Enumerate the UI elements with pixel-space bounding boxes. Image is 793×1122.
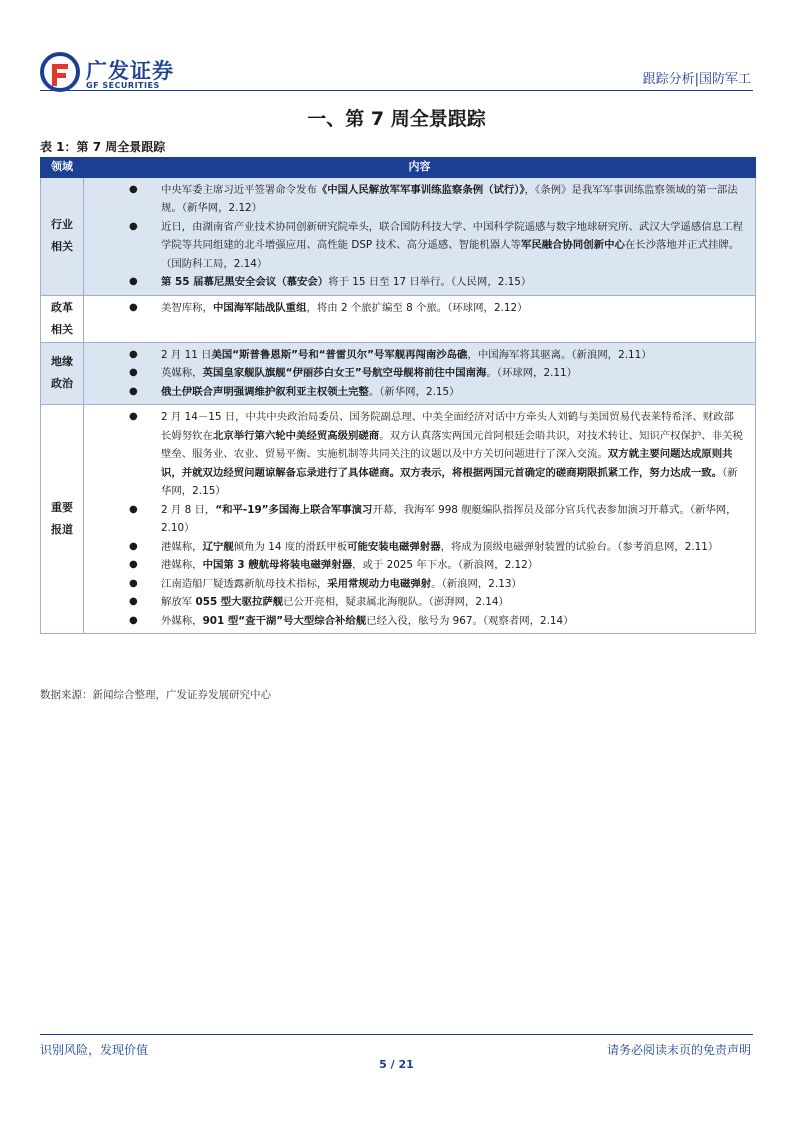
list-item (85, 181, 744, 218)
highlight-text: 美国“斯普鲁恩斯”号和“普雷贝尔”号军舰再闯南沙岛礁 (211, 348, 468, 361)
bullet-icon: ● (129, 559, 138, 570)
news-list (85, 297, 754, 320)
report-category: 跟踪分析|国防军工 (642, 72, 751, 87)
body-text: （新华网，2.15） (161, 466, 738, 497)
list-item (85, 575, 744, 594)
highlight-text: 采用常规动力电磁弹射 (327, 577, 432, 590)
logo-text-en: GF SECURITIES (86, 81, 160, 90)
highlight-text: 中国第 3 艘航母将装电磁弹射器 (202, 559, 353, 571)
bullet-icon: ● (129, 411, 138, 422)
body-text: ，将成为顶级电磁弹射装置的试验台。（参考消息网，2.11） (440, 540, 719, 553)
body-text: 2 月 14－15 日，中共中央政治局委员、国务院副总理、中美全面经济对话中方牵头人刘鹤与美国贸易代表莱特希泽、财政部长姆努钦在 (161, 411, 734, 442)
highlight-text: “和平-19”多国海上联合军事演习 (215, 503, 373, 516)
bullet-icon: ● (129, 276, 138, 287)
bullet-icon: ● (129, 183, 138, 195)
body-text: ，或于 2025 年下水。（新浪网，2.12） (352, 559, 539, 571)
bullet-icon: ● (129, 596, 138, 607)
header-divider (40, 90, 753, 91)
content-cell (84, 405, 756, 634)
logo-text-cn: 广发证券 (86, 59, 174, 83)
footer-disclaimer: 请务必阅读末页的免责声明 (606, 1043, 751, 1057)
highlight-text: 俄土伊联合声明强调维护叙利亚主权领土完整 (161, 385, 369, 398)
domain-cell (41, 295, 84, 342)
news-list (85, 406, 754, 632)
table-row (41, 177, 756, 295)
highlight-text: 第 55 届慕尼黑安全会议（慕安会） (161, 276, 329, 288)
list-item (85, 364, 744, 383)
bullet-icon: ● (129, 577, 138, 589)
footer-divider (40, 1034, 753, 1035)
bullet-icon: ● (129, 503, 138, 515)
highlight-text: 军民融合协同创新中心 (520, 239, 625, 251)
body-text: 江南造船厂疑透露新航母技术指标， (161, 577, 328, 590)
table-row (41, 295, 756, 342)
body-text: 解放军 (161, 596, 196, 608)
body-text: 。双方认真落实两国元首阿根廷会晤共识，对技术转让、知识产权保护、非关税壁垒、服务业、农业、贸易平衡、实施机制等共同关注的议题以及中方关切问题进行了深入交流。 (161, 429, 743, 460)
source-note: 数据来源：新闻综合整理，广发证券发展研究中心 (40, 689, 271, 701)
highlight-text: 英国皇家舰队旗舰“伊丽莎白女王”号航空母舰将前往中国南海 (202, 367, 487, 379)
list-item (85, 273, 744, 292)
highlight-text: 双方就主要问题达成原则共识，并就双边经贸问题谅解备忘录进行了具体磋商。双方表示，将根据两国元首确定的磋商期限抓紧工作，努力达成一致。 (161, 448, 733, 479)
list-item (85, 612, 744, 631)
domain-cell (41, 342, 84, 405)
section-title: 一、第 7 周全景跟踪 (307, 108, 486, 130)
footer-slogan: 识别风险，发现价值 (40, 1043, 149, 1057)
body-text: ，中国海军将其驱离。（新浪网，2.11） (467, 348, 652, 361)
body-text: ，将由 2 个旅扩编至 8 个旅。（环球网，2.12） (306, 301, 528, 314)
header-content: 内容 (84, 158, 756, 178)
table-header-row (41, 158, 756, 178)
domain-label-line: 政治 (51, 377, 73, 391)
body-text: 美智库称， (161, 301, 213, 314)
body-text: 近日，由湖南省产业技术协同创新研究院牵头，联合国防科技大学、中国科学院遥感与数字地球研究所、武汉大学遥感信息工程学院等共同组建的北斗增强应用、高性能 DSP 技术、高分遥感、智能机器人等 (161, 220, 743, 251)
bullet-icon: ● (129, 348, 138, 360)
bullet-icon: ● (129, 385, 138, 397)
body-text: 开幕，我海军 998 舰艇编队指挥员及部分官兵代表参加演习开幕式。（新华网，2.10） (161, 503, 737, 534)
body-text: 。（新浪网，2.13） (431, 577, 522, 590)
highlight-text: 901 型“查干湖”号大型综合补给舰 (202, 614, 367, 627)
body-text: 中央军委主席习近平签署命令发布 (161, 183, 317, 196)
page-number: 5 / 21 (379, 1058, 414, 1071)
news-list (85, 179, 754, 294)
bullet-icon: ● (129, 540, 138, 552)
domain-label-line: 报道 (51, 523, 73, 536)
table-caption: 表 1：第 7 周全景跟踪 (40, 140, 166, 154)
bullet-icon: ● (129, 614, 138, 626)
bullet-icon: ● (129, 367, 138, 378)
list-item (85, 408, 744, 501)
bullet-icon: ● (129, 301, 138, 313)
body-text: 。（新华网，2.15） (368, 385, 460, 398)
body-text: 在长沙落地并正式挂牌。（国防科工局，2.14） (161, 239, 740, 270)
body-text: 已公开亮相，疑隶属北海舰队。（澎湃网，2.14） (283, 596, 509, 608)
domain-cell (41, 405, 84, 634)
content-cell (84, 295, 756, 342)
highlight-text: 中国海军陆战队重组 (212, 301, 307, 314)
list-item (85, 593, 744, 612)
body-text: 外媒称， (161, 614, 203, 627)
body-text: 2 月 8 日， (161, 503, 216, 516)
bullet-icon: ● (129, 220, 138, 232)
table-body (41, 177, 756, 634)
body-text: 已经入役，舷号为 967。（观察者网，2.14） (366, 614, 574, 627)
weekly-tracking-table (40, 157, 756, 634)
list-item (85, 501, 744, 538)
highlight-text: 辽宁舰 (202, 540, 234, 553)
highlight-text: 北京举行第六轮中美经贸高级别磋商 (212, 429, 380, 442)
body-text: 港媒称， (161, 559, 203, 571)
content-cell (84, 342, 756, 405)
domain-label-line: 行业 (51, 218, 73, 231)
domain-label-line: 地缘 (51, 355, 73, 369)
body-text: 港媒称， (161, 540, 203, 553)
highlight-text: 可能安装电磁弹射器 (347, 540, 441, 553)
domain-label-line: 重要 (51, 501, 73, 514)
body-text: 英媒称， (161, 367, 203, 379)
body-text: 。（环球网，2.11） (486, 367, 578, 379)
domain-label-line: 相关 (51, 240, 73, 253)
list-item (85, 218, 744, 274)
highlight-text: 055 型大驱拉萨舰 (195, 596, 284, 608)
list-item (85, 383, 744, 402)
domain-label-line: 政革 (51, 300, 73, 314)
highlight-text: 《中国人民解放军军事训练监察条例（试行）》 (316, 183, 525, 196)
content-cell (84, 177, 756, 295)
table-row (41, 342, 756, 405)
list-item (85, 346, 744, 365)
header-domain: 领域 (41, 158, 84, 178)
list-item (85, 299, 744, 318)
body-text: 将于 15 日至 17 日举行。（人民网，2.15） (328, 276, 532, 288)
domain-cell (41, 177, 84, 295)
list-item (85, 538, 744, 557)
list-item (85, 556, 744, 575)
domain-label-line: 相关 (51, 322, 73, 336)
news-list (85, 344, 754, 404)
table-row (41, 405, 756, 634)
body-text: 倾角为 14 度的滑跃甲板 (233, 540, 348, 553)
body-text: 2 月 11 日 (161, 348, 212, 361)
body-text: ，《条例》是我军军事训练监察领域的第一部法规。（新华网，2.12） (161, 183, 738, 214)
